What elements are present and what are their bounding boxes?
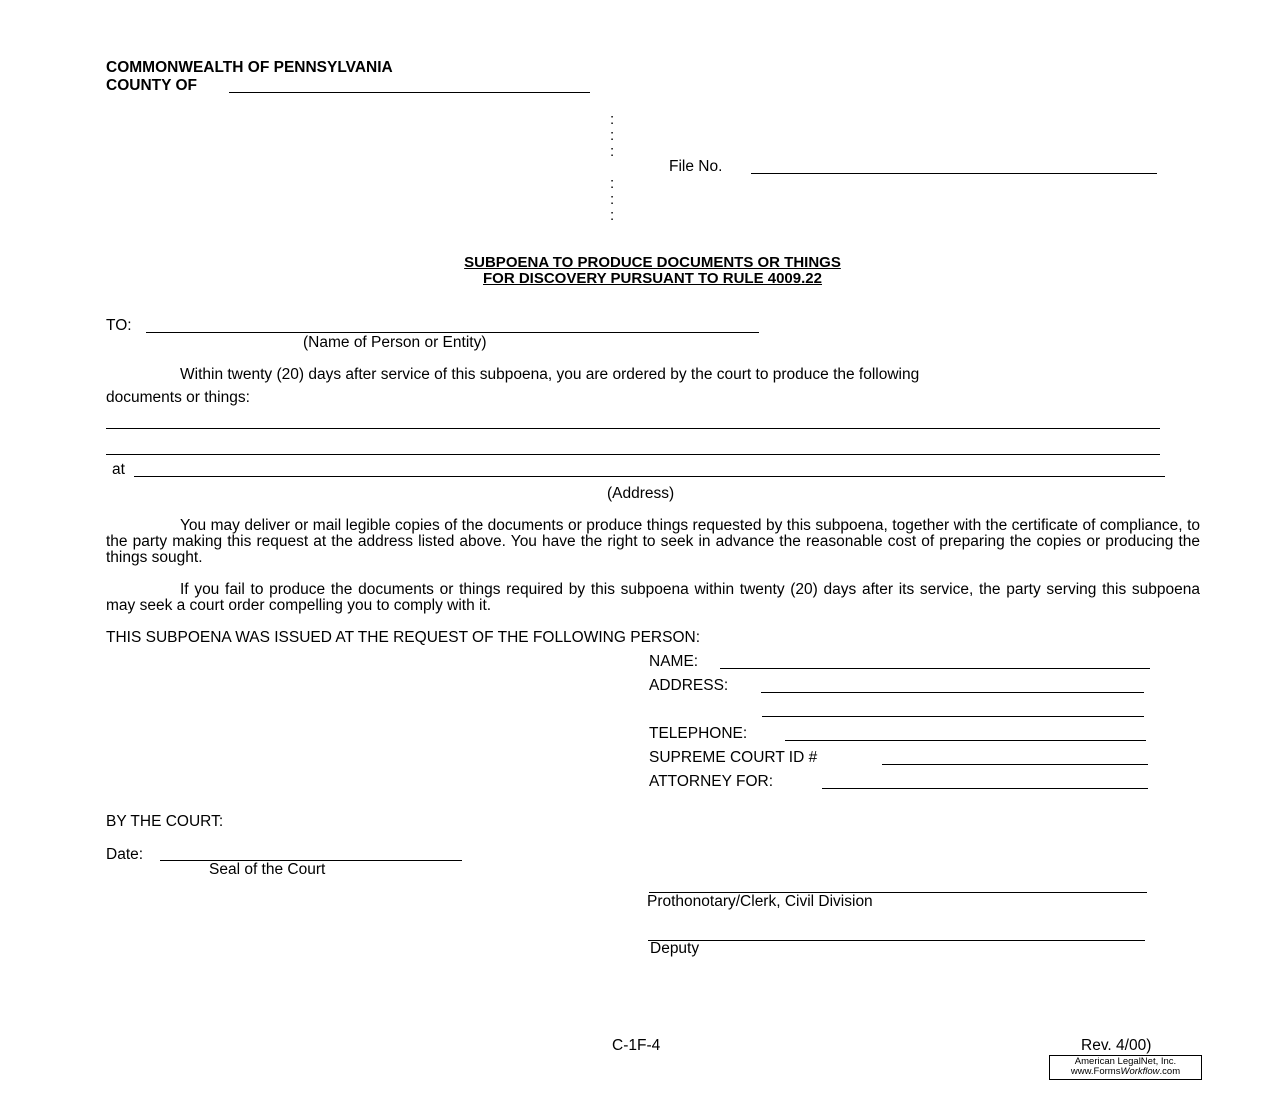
document-title-line2: FOR DISCOVERY PURSUANT TO RULE 4009.22 — [483, 270, 822, 287]
to-label: TO: — [106, 317, 132, 334]
prothonotary-caption: Prothonotary/Clerk, Civil Division — [647, 893, 873, 910]
address-input-line[interactable] — [134, 476, 1165, 477]
county-input-line[interactable] — [229, 92, 590, 93]
telephone-input-line[interactable] — [785, 740, 1146, 741]
revision-label: Rev. 4/00) — [1081, 1037, 1152, 1054]
document-title-line1: SUBPOENA TO PRODUCE DOCUMENTS OR THINGS — [464, 254, 841, 271]
address-label: ADDRESS: — [649, 677, 729, 694]
instruction-text-2: documents or things: — [106, 389, 250, 406]
name-caption: (Name of Person or Entity) — [303, 334, 487, 351]
requester-address-line-1[interactable] — [761, 692, 1144, 693]
form-code: C-1F-4 — [612, 1037, 661, 1054]
deputy-signature-line[interactable] — [648, 940, 1145, 941]
requester-address-line-2[interactable] — [762, 716, 1144, 717]
supreme-court-id-input-line[interactable] — [882, 764, 1148, 765]
date-label: Date: — [106, 846, 144, 863]
fail-paragraph: If you fail to produce the documents or things required by this subpoena within twenty (20) days after its service, the party serving this subpoena may seek a court order compelling you to comply with it. — [106, 581, 1200, 614]
name-label: NAME: — [649, 653, 699, 670]
name-input-line[interactable] — [720, 668, 1150, 669]
to-input-line[interactable] — [146, 332, 759, 333]
publisher-line-1: American LegalNet, Inc. — [1074, 1056, 1177, 1067]
commonwealth-heading: COMMONWEALTH OF PENNSYLVANIA — [106, 59, 393, 76]
instruction-text-1: Within twenty (20) days after service of this subpoena, you are ordered by the court to produce the following — [180, 366, 920, 383]
publisher-logo — [1049, 1055, 1202, 1080]
by-the-court-label: BY THE COURT: — [106, 813, 224, 830]
file-no-label: File No. — [669, 158, 723, 175]
county-label: COUNTY OF — [106, 77, 197, 94]
documents-input-line-1[interactable] — [106, 428, 1160, 429]
deliver-paragraph: You may deliver or mail legible copies of the documents or produce things requested by this subpoena, together with the certificate of compliance, to the party making this request at the address listed above. You have the right to seek in advance the reasonable cost of preparing the copies or producing the things sought. — [106, 517, 1200, 566]
at-label: at — [112, 461, 125, 478]
requester-heading: THIS SUBPOENA WAS ISSUED AT THE REQUEST OF THE FOLLOWING PERSON: — [106, 629, 700, 646]
deputy-caption: Deputy — [650, 940, 700, 957]
telephone-label: TELEPHONE: — [649, 725, 748, 742]
address-caption: (Address) — [607, 485, 675, 502]
attorney-for-label: ATTORNEY FOR: — [649, 773, 774, 790]
supreme-court-id-label: SUPREME COURT ID # — [649, 749, 818, 766]
documents-input-line-2[interactable] — [106, 454, 1160, 455]
file-no-input-line[interactable] — [751, 173, 1157, 174]
attorney-for-input-line[interactable] — [822, 788, 1148, 789]
seal-caption: Seal of the Court — [209, 861, 326, 878]
publisher-line-2[interactable]: www.FormsWorkflow.com — [1070, 1066, 1181, 1077]
